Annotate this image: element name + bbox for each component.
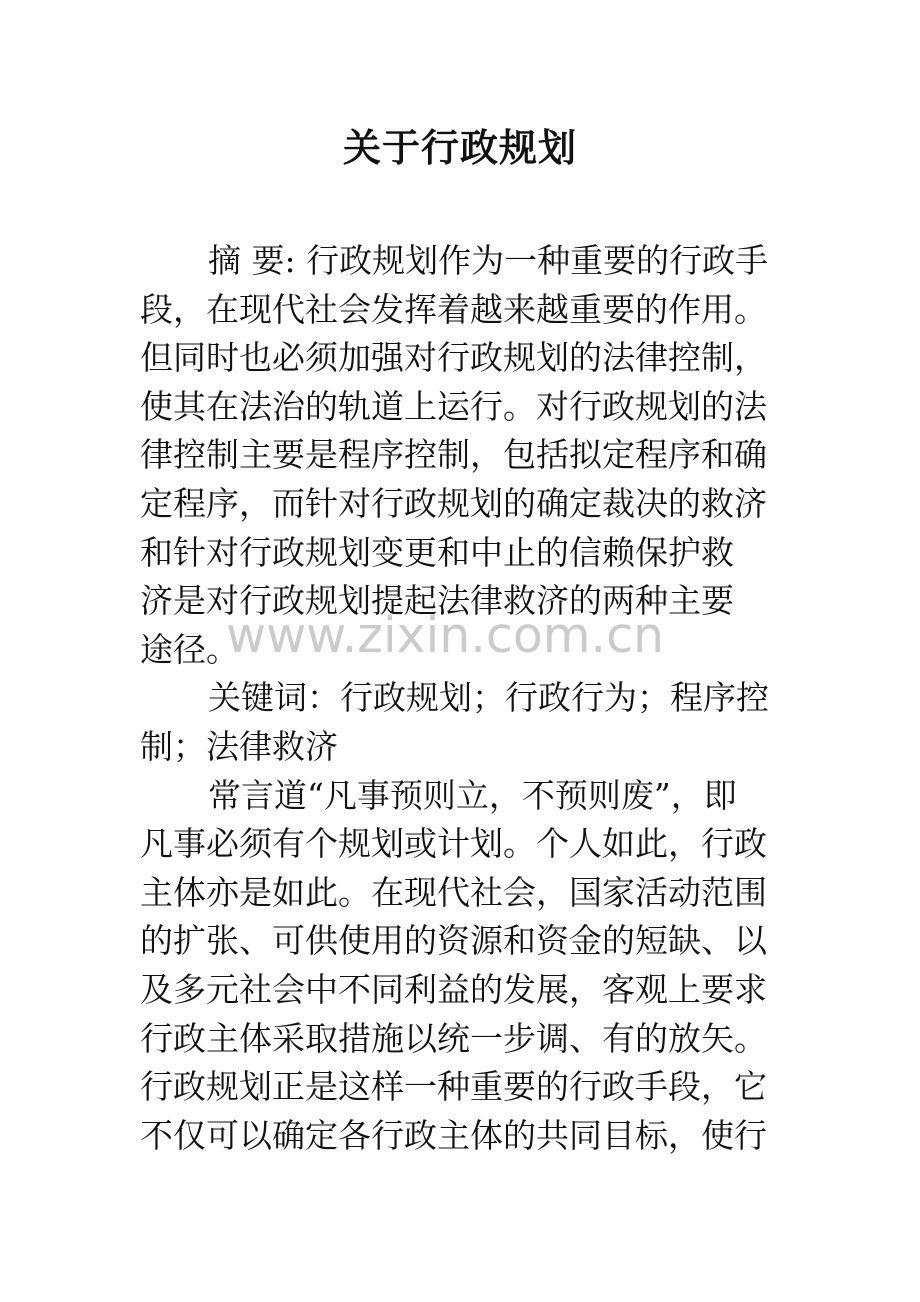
body-line-4: 的扩张、可供使用的资源和资金的短缺、以 [140, 921, 767, 961]
abstract-line-9: 途径。 [140, 629, 239, 669]
body-line-5: 及多元社会中不同利益的发展，客观上要求 [140, 969, 767, 1009]
abstract-line-5: 律控制主要是程序控制，包括拟定程序和确 [140, 435, 767, 475]
abstract-line-8: 济是对行政规划提起法律救济的两种主要 [140, 581, 734, 621]
abstract-line-7: 和针对行政规划变更和中止的信赖保护救 [140, 532, 734, 572]
body-line-8: 不仅可以确定各行政主体的共同目标，使行 [140, 1115, 767, 1155]
document-title: 关于行政规划 [342, 125, 577, 170]
abstract-line-1: 摘 要: 行政规划作为一种重要的行政手 [208, 241, 769, 280]
keywords-line-1: 关键词：行政规划；行政行为；程序控 [208, 678, 769, 718]
document-body [140, 237, 800, 1160]
keywords-line-2: 制；法律救济 [140, 726, 338, 766]
body-line-7: 行政规划正是这样一种重要的行政手段，它 [140, 1067, 767, 1107]
abstract-line-2: 段，在现代社会发挥着越来越重要的作用。 [140, 289, 767, 329]
body-line-2: 凡事必须有个规划或计划。个人如此，行政 [140, 824, 767, 864]
abstract-line-3: 但同时也必须加强对行政规划的法律控制， [140, 338, 767, 378]
abstract-line-6: 定程序，而针对行政规划的确定裁决的救济 [140, 483, 767, 523]
body-line-6: 行政主体采取措施以统一步调、有的放矢。 [140, 1018, 767, 1058]
body-line-1: 常言道“凡事预则立，不预则废”，即 [208, 775, 737, 815]
abstract-line-4: 使其在法治的轨道上运行。对行政规划的法 [140, 386, 767, 426]
body-line-3: 主体亦是如此。在现代社会，国家活动范围 [140, 872, 767, 912]
watermark: www.zixin.com.cn [226, 607, 665, 664]
